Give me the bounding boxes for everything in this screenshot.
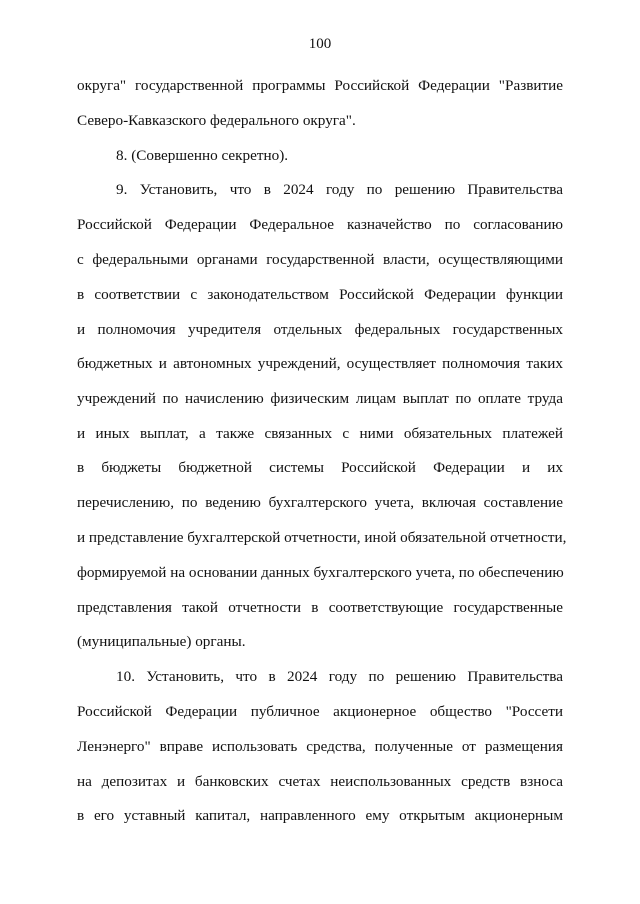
text-line: 8. (Совершенно секретно). — [116, 147, 289, 164]
text-line: перечислению, по ведению бухгалтерского учета, включая составление — [77, 494, 563, 511]
text-line: Российской Федерации публичное акционерное общество "Россети — [77, 703, 563, 720]
page-number: 100 — [308, 36, 332, 52]
text-line: бюджетных и автономных учреждений, осуществляет полномочия таких — [77, 355, 563, 372]
text-line: Ленэнерго" вправе использовать средства, полученные от размещения — [77, 738, 563, 755]
text-line: представления такой отчетности в соответствующие государственные — [77, 599, 563, 616]
text-line: в соответствии с законодательством Российской Федерации функции — [77, 286, 563, 303]
text-line: 9. Установить, что в 2024 году по решению Правительства — [116, 181, 563, 198]
text-line: и представление бухгалтерской отчетности, иной обязательной отчетности, — [77, 529, 567, 546]
text-line: Северо-Кавказского федерального округа". — [77, 112, 356, 129]
text-line: (муниципальные) органы. — [77, 633, 246, 650]
text-line: формируемой на основании данных бухгалтерского учета, по обеспечению — [77, 564, 564, 581]
text-line: и полномочия учредителя отдельных федеральных государственных — [77, 321, 563, 338]
text-line: Российской Федерации Федеральное казначейство по согласованию — [77, 216, 563, 233]
text-line: 10. Установить, что в 2024 году по решению Правительства — [116, 668, 563, 685]
text-line: на депозитах и банковских счетах неиспользованных средств взноса — [77, 773, 563, 790]
text-line: в бюджеты бюджетной системы Российской Федерации и их — [77, 459, 563, 476]
text-line: учреждений по начислению физическим лицам выплат по оплате труда — [77, 390, 563, 407]
text-line: с федеральными органами государственной власти, осуществляющими — [77, 251, 563, 268]
text-line: в его уставный капитал, направленного ему открытым акционерным — [77, 807, 563, 824]
text-line: и иных выплат, а также связанных с ними обязательных платежей — [77, 425, 563, 442]
text-line: округа" государственной программы Российской Федерации "Развитие — [77, 77, 563, 94]
